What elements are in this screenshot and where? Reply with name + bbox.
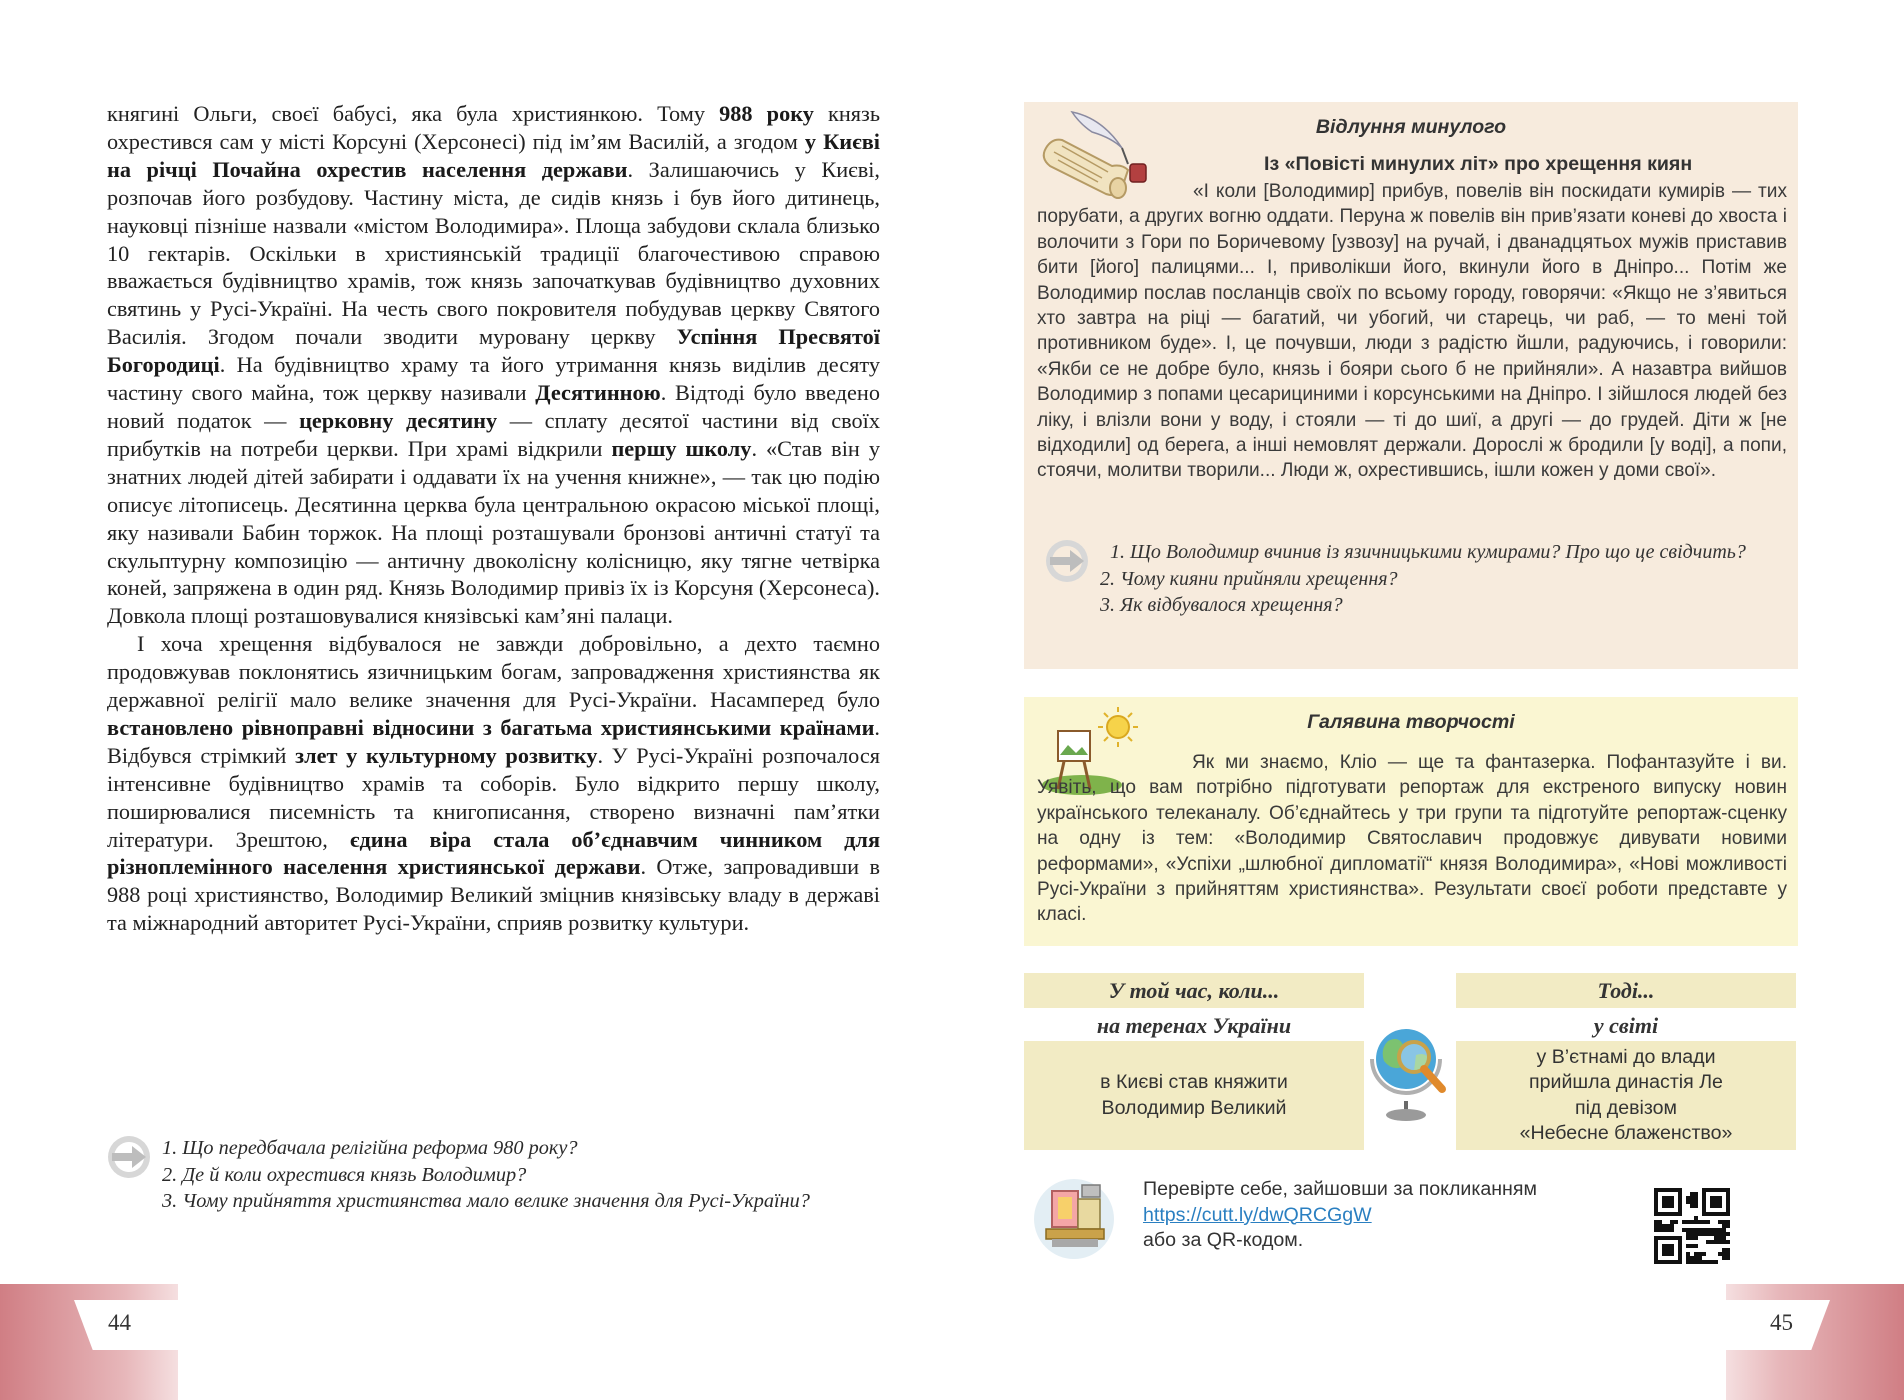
bold-term: першу школу	[611, 435, 752, 461]
bold-term: у Києві на річці Почайна охрестив населення держави	[107, 128, 881, 182]
computer-icon	[1030, 1175, 1120, 1263]
check-link[interactable]: https://cutt.ly/dwQRCGgW	[1143, 1203, 1372, 1226]
bold-term: 988 року	[719, 101, 814, 126]
echo-box-questions	[1100, 539, 1780, 619]
paragraph-2: І хоча хрещення відбувалося не завжди добровільно, а дехто таємно продовжував поклонятись язичницьким богам, запровадження християнства як державної релігії мало велике значення для Русі-України. Насамперед було встановлено рівноправні відносини з багатьма християнськими країнами. Відбувся стрімкий злет у культурному розвитку. У Русі-Україні розпочалося інтенсивне будівництво храмів та соборів. Було відкрито першу школу, поширювалися писемність та книгописання, створено визначні пам’ятки літератури. Зрештою, єдина віра стала об’єднавчим чинником для різноплемінного населення християнської держави. Отже, запровадивши в 988 році християнство, Володимир Великий зміцнив князівську владу в державі та міжнародний авторитет Русі-України, сприяв розвитку культури.	[107, 631, 881, 936]
timeline-right-line-3: під девізом	[1574, 1096, 1678, 1119]
timeline-left-line-1: в Києві став княжити	[1100, 1071, 1288, 1093]
question-arrow-icon	[1044, 538, 1090, 584]
echo-box-subtitle: Із «Повісті минулих літ» про хрещення киян	[1264, 153, 1693, 175]
creative-box-title: Галявина творчості	[1307, 711, 1515, 733]
page-number-right: 45	[1770, 1310, 1793, 1335]
timeline-left-body	[1024, 1041, 1364, 1150]
timeline-right-line-2: прийшла династія Ле	[1529, 1071, 1723, 1093]
left-question-1: 1. Що передбачала релігійна реформа 980 року?	[162, 1137, 578, 1159]
check-yourself	[1143, 1177, 1603, 1254]
main-text	[107, 100, 880, 937]
bold-term: Десятинною	[535, 380, 661, 406]
qr-code-icon[interactable]	[1654, 1188, 1730, 1264]
echo-question-3: 3. Як відбувалося хрещення?	[1100, 594, 1343, 617]
left-questions	[162, 1135, 882, 1215]
timeline-right-body	[1456, 1041, 1796, 1150]
paragraph-1: княгині Ольги, своєї бабусі, яка була християнкою. Тому 988 року князь охрестився сам у місті Корсуні (Херсонесі) під ім’ям Василій, а згодом у Києві на річці Почайна охрестив населення держави. Залишаючись у Києві, розпочав його розбудову. Частину міста, де сидів князь і був його дитинець, науковці пізніше назвали «містом Володимира». Площа забудови склала близько 10 гектарів. Оскільки в християнській традиції благочестивою справою вважається будівництво храмів, тож князь започаткував будівництво духовних святинь у Русі-Україні. На честь свого покровителя побудував церкву Святого Василія. Згодом почали зводити муровану церкву Успіння Пресвятої Богородиці. На будівництво храму та його утримання князь виділив десяту частину свого майна, тож церкву називали Десятинною. Відтоді було введено новий податок — церковну десятину — сплату десятої частини від своїх прибутків на потреби церкви. При храмі відкрили першу школу. «Став він у знатних людей дітей забирати і оддавати їх на учення книжне», — так цю подію описує літописець. Десятинна церква була центральною окрасою міської площі, яку називали Бабин торжок. На площі розташували бронзові античні статуї та скульптурну композицію — античну двоколісну колісницю, яку тягне четвірка коней, запряжена в один ряд. Князь Володимир привіз їх із Корсуня (Херсонеса). Довкола площі розташовувалися князівські кам’яні палаци.	[107, 101, 881, 629]
bold-term: єдина віра стала об’єднавчим чинником для різноплемінного населення християнської держави	[107, 826, 881, 880]
timeline-right-head: Тоді...	[1456, 973, 1796, 1008]
check-line-3: або за QR-кодом.	[1143, 1229, 1304, 1252]
echo-box-title: Відлуння минулого	[1315, 116, 1507, 138]
timeline-right-line-4: «Небесне блаженство»	[1519, 1122, 1733, 1144]
question-arrow-icon	[106, 1134, 152, 1180]
echo-question-2: 2. Чому кияни прийняли хрещення?	[1100, 567, 1398, 590]
echo-box-text: «І коли [Володимир] прибув, повелів він поскидати кумирів — тих порубати, а других вогню оддати. Перуна ж повелів він прив’язати коневі до хвоста і волочити з Гори по Боричевому [узвозу] на ручай, і дванадцятьох мужів приставив бити [його] палицями... І, приволікши його, вкинули його в Дніпро... Потім же Володимир послав посланців своїх по всьому городу, говорячи: «Якщо не з’явиться хто завтра на ріці — багатий, чи убогий, чи старець, чи раб, — то мені той противником буде». І, це почувши, люди з радістю йшли, радуючись, і говорили: «Якби се не добре було, князь і бояри сього б не прийняли». А назавтра вийшов Володимир з попами цесарициними і корсунськими на Дніпро. І зійшлося людей без ліку, і влізли вони у воду, і стояли — ті до шиї, а другі — до грудей. Діти ж [не відходили] од берега, а інші немовлят держали. Дорослі ж бродили [у воді], а попи, стоячи, молитви творили... Люди ж, охрестившись, ішли кожен у доми свої».	[1037, 181, 1787, 482]
page-number-left: 44	[108, 1310, 131, 1335]
bold-term: церковну десятину	[299, 407, 498, 433]
timeline-right-sub: у світі	[1593, 1013, 1659, 1038]
bold-term: встановлено рівноправні відносини з багатьма християнськими країнами	[107, 714, 875, 740]
echo-of-past-box	[1024, 102, 1798, 669]
creative-box-text: Як ми знаємо, Кліо — ще та фантазерка. Пофантазуйте і ви. Уявіть, що вам потрібно підготувати репортаж для екстреного випуску новин українського телеканалу. Об’єднайтесь у три групи та підготуйте репортаж-сценку на одну із тем: «Володимир Святославич продовжує дивувати новими реформами», «Успіхи „шлюбної дипломатії“ князя Володимира», «Нові можливості Русі-України з прийняттям християнства». Результати своєї роботи представте у класі.	[1037, 752, 1787, 926]
bold-term: Успіння Пресвятої Богородиці	[107, 324, 880, 378]
creative-clearing-box	[1024, 697, 1798, 946]
bold-term: злет у культурному розвитку	[295, 742, 598, 768]
timeline-left-sub: на теренах України	[1096, 1013, 1292, 1038]
echo-question-1: 1. Що Володимир вчинив із язичницькими кумирами? Про що це свідчить?	[1110, 541, 1746, 563]
left-question-3: 3. Чому прийняття християнства мало велике значення для Русі-України?	[162, 1190, 810, 1212]
timeline-left-line-2: Володимир Великий	[1101, 1096, 1287, 1119]
check-line-1: Перевірте себе, зайшовши за покликанням	[1143, 1178, 1537, 1200]
timeline-left-head: У той час, коли...	[1024, 973, 1364, 1008]
left-question-2: 2. Де й коли охрестився князь Володимир?	[162, 1163, 527, 1186]
timeline-right-line-1: у В’єтнамі до влади	[1536, 1045, 1716, 1068]
globe-magnifier-icon	[1366, 1005, 1450, 1125]
